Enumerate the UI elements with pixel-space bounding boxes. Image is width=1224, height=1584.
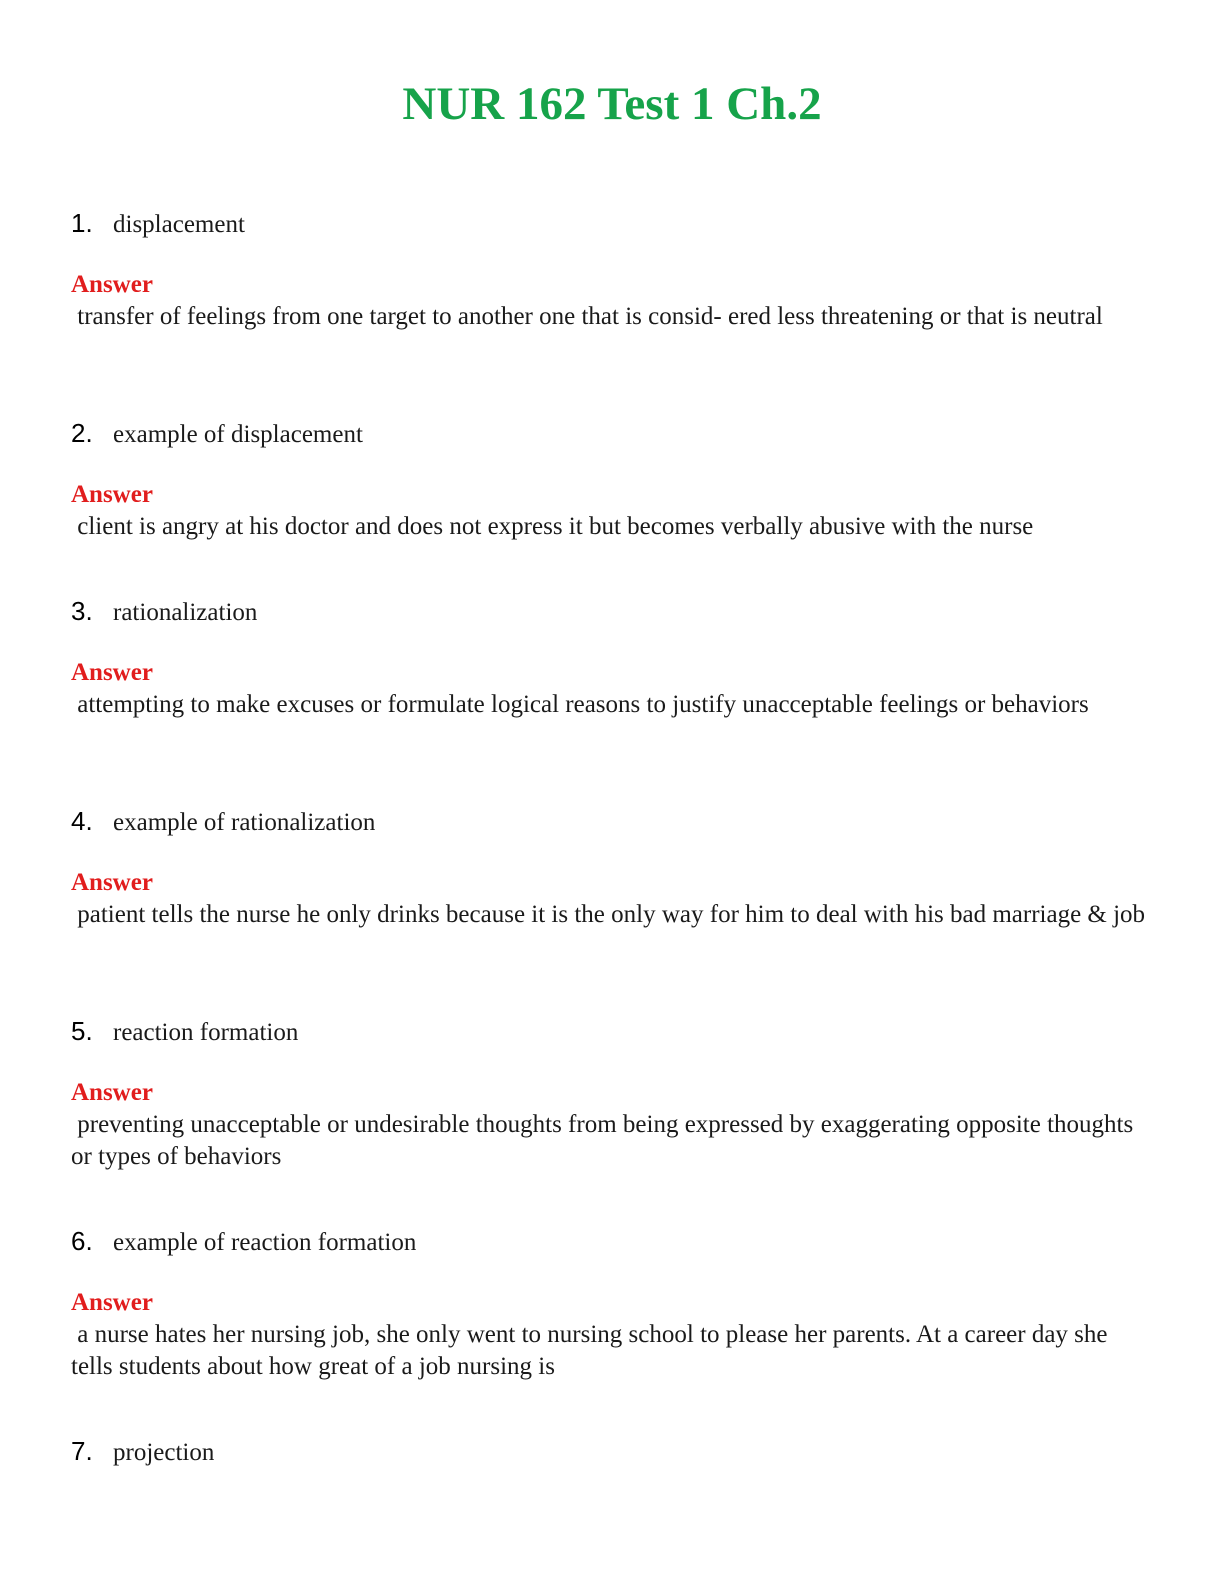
question-term: reaction formation	[113, 1019, 299, 1046]
qa-item	[71, 804, 1146, 931]
question	[71, 804, 1146, 838]
question	[71, 416, 1146, 450]
question-term: example of displacement	[113, 421, 363, 448]
qa-item	[71, 594, 1146, 721]
question	[71, 1014, 1146, 1048]
qa-item	[71, 1224, 1146, 1382]
answer-label: Answer	[71, 869, 153, 896]
qa-item	[71, 1014, 1146, 1172]
answer-label: Answer	[71, 271, 153, 298]
qa-item	[71, 1434, 1146, 1468]
answer-text: transfer of feelings from one target to another one that is consid- ered less threatening or that is neutral	[71, 303, 1103, 330]
answer-text: attempting to make excuses or formulate logical reasons to justify unacceptable feelings or behaviors	[71, 691, 1089, 718]
question	[71, 206, 1146, 240]
answer-text: client is angry at his doctor and does not express it but becomes verbally abusive with the nurse	[71, 513, 1034, 540]
answer-label: Answer	[71, 1079, 153, 1106]
question-number: 5.	[71, 1016, 93, 1046]
question-number: 3.	[71, 596, 93, 626]
answer-label: Answer	[71, 481, 153, 508]
question-number: 2.	[71, 418, 93, 448]
answer-label: Answer	[71, 659, 153, 686]
question-term: example of rationalization	[113, 809, 376, 836]
qa-item	[71, 416, 1146, 543]
question-number: 7.	[71, 1436, 93, 1466]
answer-text: preventing unacceptable or undesirable thoughts from being expressed by exaggerating opposite thoughts or types of behaviors	[71, 1111, 1140, 1170]
question-term: rationalization	[113, 599, 258, 626]
question-term: displacement	[113, 211, 245, 238]
qa-item	[71, 206, 1146, 333]
question	[71, 594, 1146, 628]
question-term: projection	[113, 1439, 215, 1466]
question-term: example of reaction formation	[113, 1229, 417, 1256]
question-number: 4.	[71, 806, 93, 836]
question-number: 1.	[71, 208, 93, 238]
question	[71, 1434, 1146, 1468]
answer-text: a nurse hates her nursing job, she only went to nursing school to please her parents. At a career day she tells students about how great of a job nursing is	[71, 1321, 1114, 1380]
question	[71, 1224, 1146, 1258]
answer-label: Answer	[71, 1289, 153, 1316]
question-number: 6.	[71, 1226, 93, 1256]
page-title: NUR 162 Test 1 Ch.2	[402, 78, 822, 130]
answer-text: patient tells the nurse he only drinks because it is the only way for him to deal with his bad marriage & job	[71, 901, 1146, 928]
